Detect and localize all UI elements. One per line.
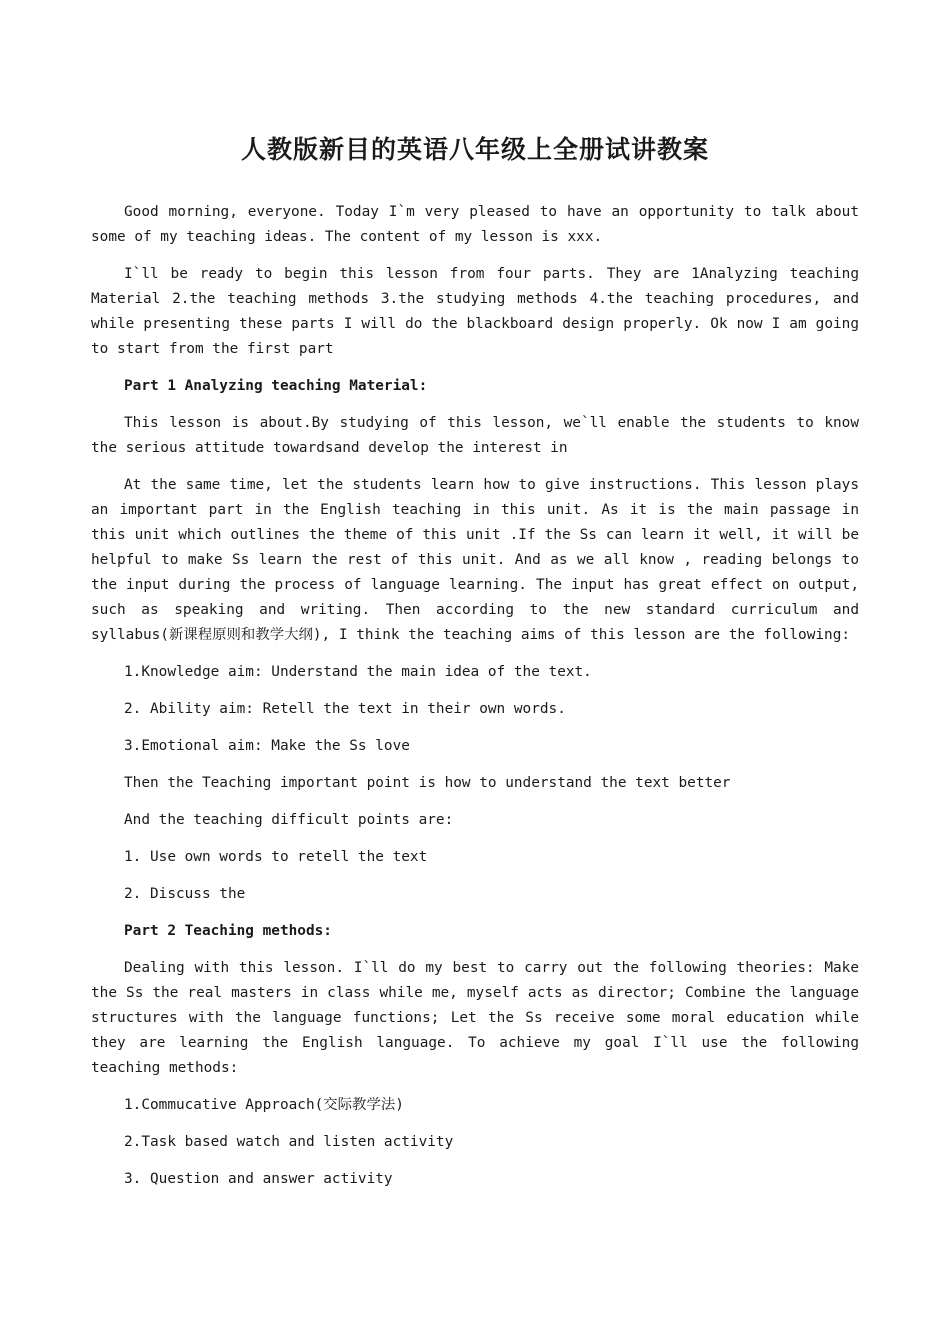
method-question-answer: 3. Question and answer activity: [124, 1171, 393, 1187]
document-title: 人教版新目的英语八年级上全册试讲教案: [240, 135, 709, 164]
part1-paragraph-instructions: At the same time, let the students learn how to give instructions. This lesson plays an important part in the English teaching in this unit. As it is the main passage in this unit which outlines the theme of this unit .If the Ss can learn it well, it will be helpful to make Ss learn the rest of this unit. And as we all know , reading belongs to the input during the process of language learning. The input has great effect on output, such as speaking and writing. Then according to the new standard curriculum and syllabus(新课程原则和教学大纲), I think the teaching aims of this lesson are the following:: [91, 477, 859, 643]
difficult-points-intro: And the teaching difficult points are:: [124, 812, 454, 828]
part2-heading: Part 2 Teaching methods:: [124, 923, 332, 939]
part2-paragraph: Dealing with this lesson. I`ll do my best to carry out the following theories: Make the Ss the real masters in class while me, myself acts as director; Combine the language structures with the language functions; Let the Ss receive some moral education while they are learning the English language. To achieve my goal I`ll use the following teaching methods:: [91, 960, 859, 1076]
aim-emotional: 3.Emotional aim: Make the Ss love: [124, 738, 410, 754]
difficult-point-1: 1. Use own words to retell the text: [124, 849, 428, 865]
part1-heading: Part 1 Analyzing teaching Material:: [124, 378, 428, 394]
method-task-based: 2.Task based watch and listen activity: [124, 1134, 454, 1150]
method-communicative: 1.Commucative Approach(交际教学法): [124, 1097, 404, 1113]
important-point: Then the Teaching important point is how to understand the text better: [124, 775, 731, 791]
document-page: [91, 130, 859, 1204]
part1-paragraph-about: This lesson is about.By studying of this lesson, we`ll enable the students to know the serious attitude towardsand develop the interest in: [91, 415, 859, 456]
intro-paragraph-outline: I`ll be ready to begin this lesson from four parts. They are 1Analyzing teaching Material 2.the teaching methods 3.the studying methods 4.the teaching procedures, and while presenting these parts I will do the blackboard design properly. Ok now I am going to start from the first part: [91, 266, 859, 357]
intro-paragraph-greeting: Good morning, everyone. Today I`m very pleased to have an opportunity to talk about some of my teaching ideas. The content of my lesson is xxx.: [91, 204, 859, 245]
difficult-point-2: 2. Discuss the: [124, 886, 246, 902]
aim-ability: 2. Ability aim: Retell the text in their own words.: [124, 701, 566, 717]
aim-knowledge: 1.Knowledge aim: Understand the main idea of the text.: [124, 664, 592, 680]
